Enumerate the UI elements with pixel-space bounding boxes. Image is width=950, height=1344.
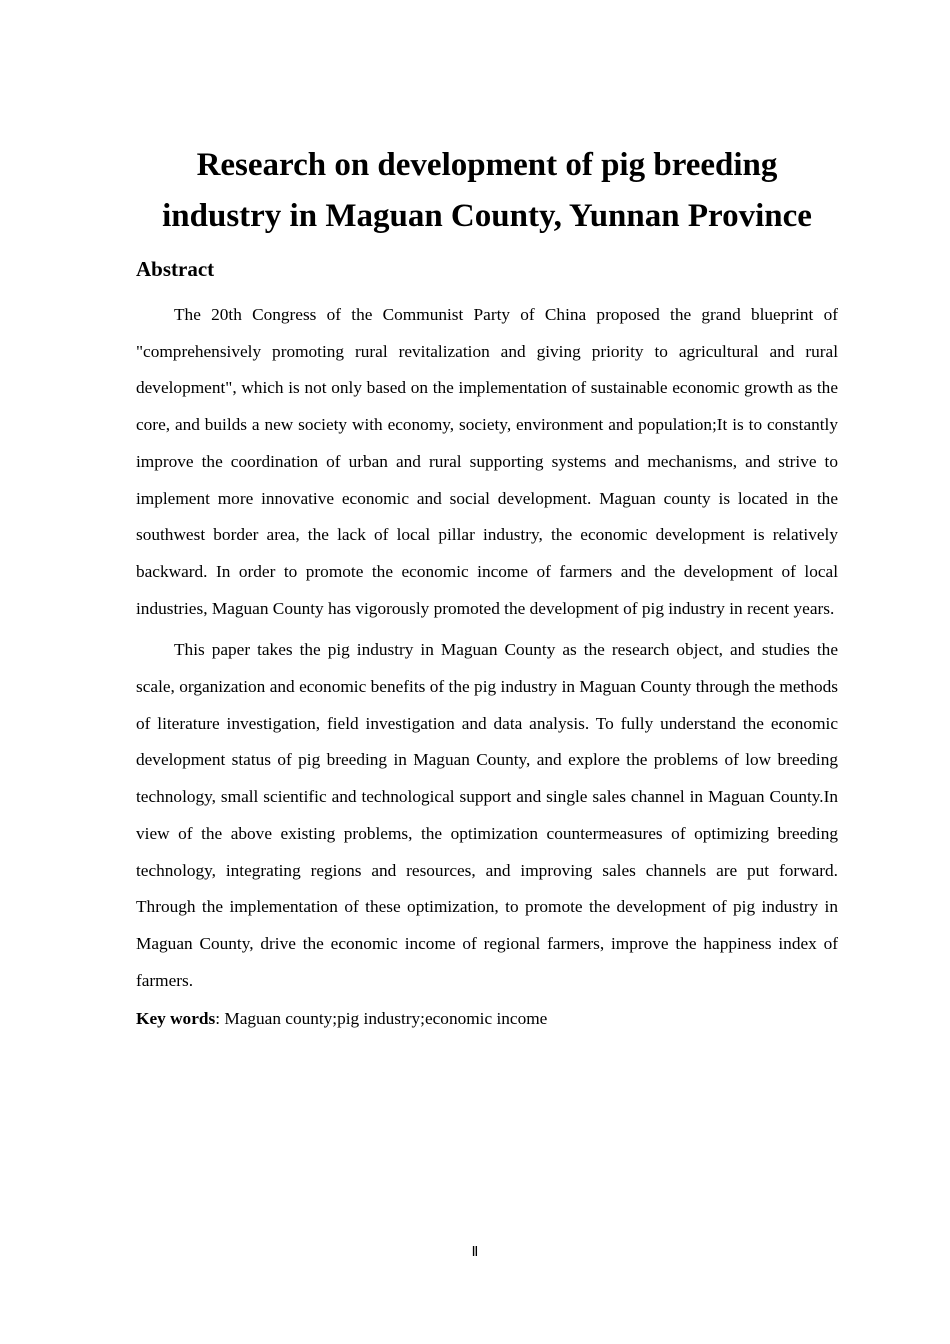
keywords-separator: : xyxy=(215,1009,225,1029)
abstract-paragraph-2: This paper takes the pig industry in Maguan County as the research object, and studies the scale, organization and economic benefits of the pig industry in Maguan County through the methods of literature investigation, field investigation and data analysis. To fully understand the economic development status of pig breeding in Maguan County, and explore the problems of low breeding technology, small scientific and technological support and single sales channel in Maguan County.In view of the above existing problems, the optimization countermeasures of optimizing breeding technology, integrating regions and resources, and improving sales channels are put forward. Through the implementation of these optimization, to promote the development of pig industry in Maguan County, drive the economic income of regional farmers, improve the happiness index of farmers. xyxy=(136,640,838,990)
paper-page xyxy=(136,140,838,1036)
paper-title xyxy=(136,140,838,242)
title-line-1: Research on development of pig breeding xyxy=(196,147,778,183)
abstract-heading: Abstract xyxy=(136,257,215,281)
page-number: Ⅱ xyxy=(471,1245,479,1260)
abstract-paragraph-1: The 20th Congress of the Communist Party of China proposed the grand blueprint of "comprehensively promoting rural revitalization and giving priority to agricultural and rural development", which is not only based on the implementation of sustainable economic growth as the core, and builds a new society with economy, society, environment and population;It is to constantly improve the coordination of urban and rural supporting systems and mechanisms, and strive to implement more innovative economic and social development. Maguan county is located in the southwest border area, the lack of local pillar industry, the economic development is relatively backward. In order to promote the economic income of farmers and the development of local industries, Maguan County has vigorously promoted the development of pig industry in recent years. xyxy=(136,305,838,618)
keywords-label: Key words xyxy=(136,1009,216,1029)
keywords-line xyxy=(136,1002,838,1036)
title-line-2: industry in Maguan County, Yunnan Province xyxy=(162,198,812,234)
keywords-text: Maguan county;pig industry;economic income xyxy=(224,1009,548,1029)
